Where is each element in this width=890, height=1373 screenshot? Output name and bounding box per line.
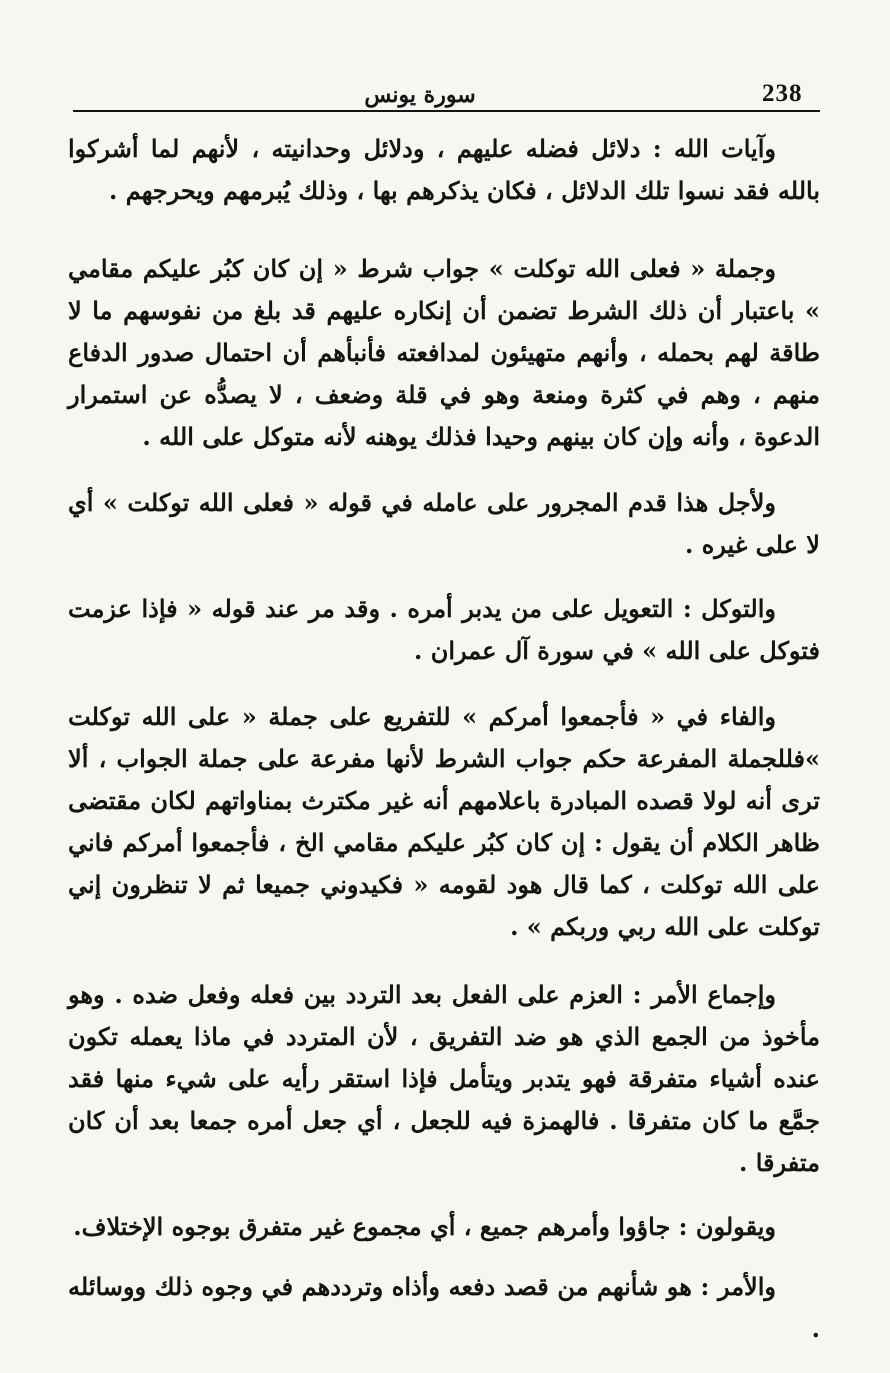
paragraph-4: والتوكل : التعويل على من يدبر أمره . وقد مر عند قوله « فإذا عزمت فتوكل على الله » في سورة آل عمران .	[68, 594, 820, 665]
paragraph-6: وإجماع الأمر : العزم على الفعل بعد التردد بين فعله وفعل ضده . وهو مأخوذ من الجمع الذي هو ضد التفريق ، لأن المتردد في ماذا يعمله تكون عنده أشياء متفرقة فهو يتدبر ويتأمل فإذا استقر رأيه على شيء منها فقد جمَّع ما كان متفرقا . فالهمزة فيه للجعل ، أي جعل أمره جمعا بعد أن كان متفرقا .	[68, 980, 820, 1177]
page-body	[68, 128, 820, 1350]
paragraph-8: والأمر : هو شأنهم من قصد دفعه وأذاه وترددهم في وجوه ذلك ووسائله .	[68, 1272, 820, 1343]
page-number: 238	[762, 80, 803, 107]
paragraph-5: والفاء في « فأجمعوا أمركم » للتفريع على جملة « على الله توكلت »فللجملة المفرعة حكم جواب الشرط لأنها مفرعة على جملة الجواب ، ألا ترى أنه لولا قصده المبادرة باعلامهم أنه غير مكترث بمناواتهم لكان مقتضى ظاهر الكلام أن يقول : إن كان كبُر عليكم مقامي الخ ، فأجمعوا أمركم فاني على الله توكلت ، كما قال هود لقومه « فكيدوني جميعا ثم لا تنظرون إني توكلت على الله ربي وربكم » .	[68, 702, 820, 941]
running-title: سورة يونس	[364, 82, 476, 108]
paragraph-2: وجملة « فعلى الله توكلت » جواب شرط « إن كان كبُر عليكم مقامي » باعتبار أن ذلك الشرط تضمن أن إنكاره عليهم قد بلغ من نفوسهم ما لا طاقة لهم بحمله ، وأنهم متهيئون لمدافعته فأنبأهم أن احتمال صدور الدفاع منهم ، وهم في كثرة ومنعة وهو في قلة وضعف ، لا يصدُّه عن استمرار الدعوة ، وأنه وإن كان بينهم وحيدا فذلك يوهنه لأنه متوكل على الله .	[68, 254, 820, 451]
header-rule	[73, 110, 820, 112]
paragraph-3: ولأجل هذا قدم المجرور على عامله في قوله « فعلى الله توكلت » أي لا على غيره .	[68, 488, 820, 559]
paragraph-7: ويقولون : جاؤوا وأمرهم جميع ، أي مجموع غير متفرق بوجوه الإختلاف.	[73, 1212, 776, 1241]
paragraph-1: وآيات الله : دلائل فضله عليهم ، ودلائل وحدانيته ، لأنهم لما أشركوا بالله فقد نسوا تلك الدلائل ، فكان يذكرهم بها ، وذلك يُبرمهم ويحرجهم .	[68, 134, 820, 205]
